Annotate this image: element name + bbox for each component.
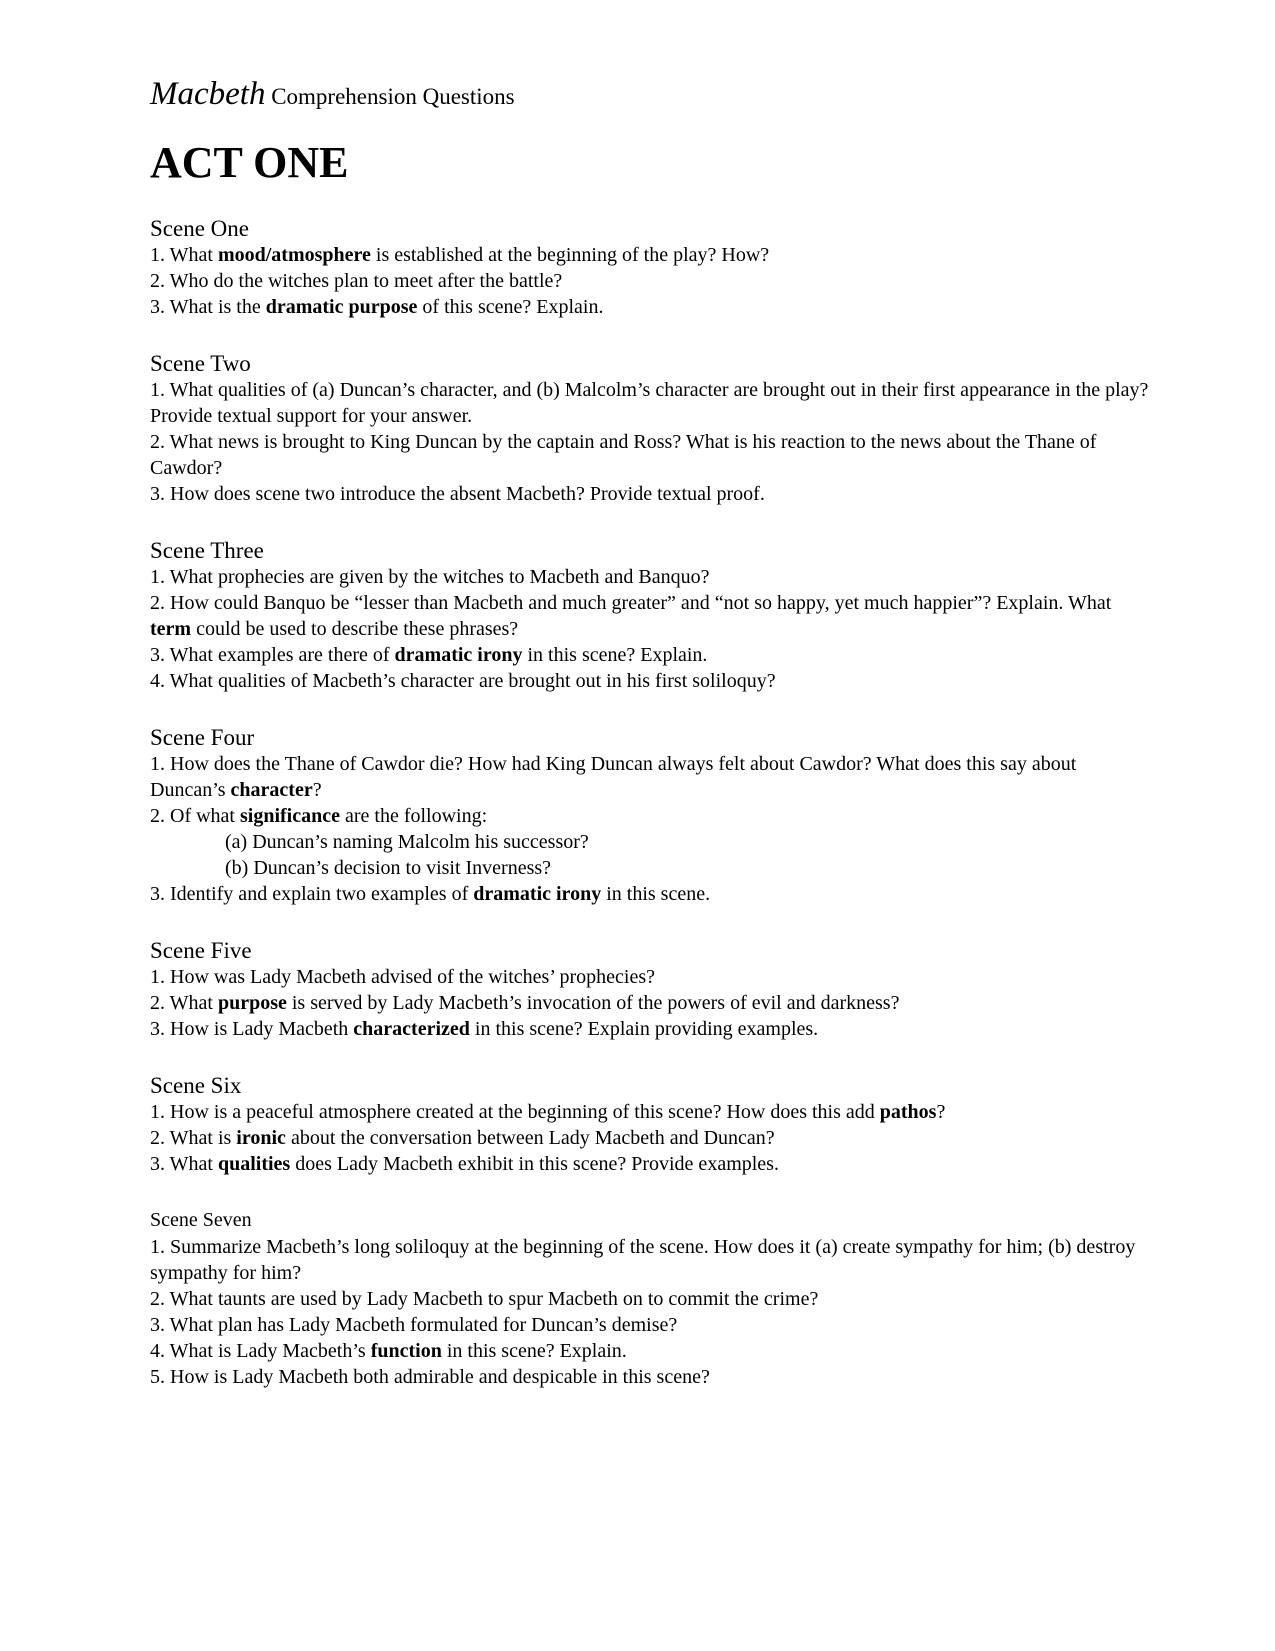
question-item: 3. What qualities does Lady Macbeth exhibit in this scene? Provide examples.	[150, 1153, 779, 1175]
scene-heading: Scene Six	[150, 1073, 242, 1098]
title-suffix: Comprehension Questions	[265, 84, 515, 109]
scene-heading: Scene One	[150, 216, 249, 241]
scene-heading: Scene Seven	[150, 1209, 252, 1231]
scene-five	[150, 937, 1150, 1042]
question-item: 1. What mood/atmosphere is established at the beginning of the play? How?	[150, 244, 770, 266]
document-title	[150, 74, 1150, 117]
scene-heading: Scene Three	[150, 538, 264, 563]
play-title: Macbeth	[150, 76, 266, 112]
question-item: 1. What prophecies are given by the witches to Macbeth and Banquo?	[150, 566, 710, 588]
question-item: 3. What is the dramatic purpose of this scene? Explain.	[150, 296, 604, 318]
question-item: 4. What is Lady Macbeth’s function in this scene? Explain.	[150, 1340, 627, 1362]
question-item: 3. What plan has Lady Macbeth formulated for Duncan’s demise?	[150, 1314, 678, 1336]
scene-two	[150, 350, 1150, 507]
question-item: 3. How is Lady Macbeth characterized in this scene? Explain providing examples.	[150, 1018, 819, 1040]
sub-question-item: (b) Duncan’s decision to visit Inverness?	[225, 857, 552, 879]
question-item: 1. How is a peaceful atmosphere created at the beginning of this scene? How does this add pathos?	[150, 1101, 946, 1123]
scene-heading: Scene Two	[150, 351, 251, 376]
question-item: 2. What taunts are used by Lady Macbeth to spur Macbeth on to commit the crime?	[150, 1288, 819, 1310]
question-item: 2. What news is brought to King Duncan by the captain and Ross? What is his reaction to the news about the Thane of Cawdor?	[150, 431, 1097, 479]
question-item: 3. Identify and explain two examples of dramatic irony in this scene.	[150, 883, 711, 905]
scene-one	[150, 215, 1150, 320]
question-item: 1. What qualities of (a) Duncan’s character, and (b) Malcolm’s character are brought out in their first appearance in the play? Provide textual support for your answer.	[150, 379, 1149, 427]
question-item: 1. How does the Thane of Cawdor die? How had King Duncan always felt about Cawdor? What does this say about Duncan’s character?	[150, 753, 1077, 801]
question-item: 5. How is Lady Macbeth both admirable and despicable in this scene?	[150, 1366, 710, 1388]
scene-seven	[150, 1207, 1150, 1390]
question-item: 2. Who do the witches plan to meet after the battle?	[150, 270, 563, 292]
question-item: 2. Of what significance are the following:	[150, 805, 488, 827]
question-item: 1. How was Lady Macbeth advised of the witches’ prophecies?	[150, 966, 656, 988]
scene-heading: Scene Five	[150, 938, 252, 963]
sub-question-item: (a) Duncan’s naming Malcolm his successor?	[225, 831, 589, 853]
question-item: 2. How could Banquo be “lesser than Macbeth and much greater” and “not so happy, yet much happier”? Explain. What term could be used to describe these phrases?	[150, 592, 1112, 640]
act-heading: ACT ONE	[150, 138, 349, 187]
question-item: 2. What is ironic about the conversation between Lady Macbeth and Duncan?	[150, 1127, 775, 1149]
scene-four	[150, 724, 1150, 907]
question-item: 3. What examples are there of dramatic irony in this scene? Explain.	[150, 644, 708, 666]
question-item: 4. What qualities of Macbeth’s character are brought out in his first soliloquy?	[150, 670, 776, 692]
question-item: 3. How does scene two introduce the absent Macbeth? Provide textual proof.	[150, 483, 765, 505]
question-item: 1. Summarize Macbeth’s long soliloquy at the beginning of the scene. How does it (a) create sympathy for him; (b) destroy sympathy for him?	[150, 1236, 1136, 1284]
scene-three	[150, 537, 1150, 694]
question-item: 2. What purpose is served by Lady Macbeth’s invocation of the powers of evil and darkness?	[150, 992, 900, 1014]
scene-heading: Scene Four	[150, 725, 255, 750]
scene-six	[150, 1072, 1150, 1177]
document-page	[150, 74, 1150, 1390]
